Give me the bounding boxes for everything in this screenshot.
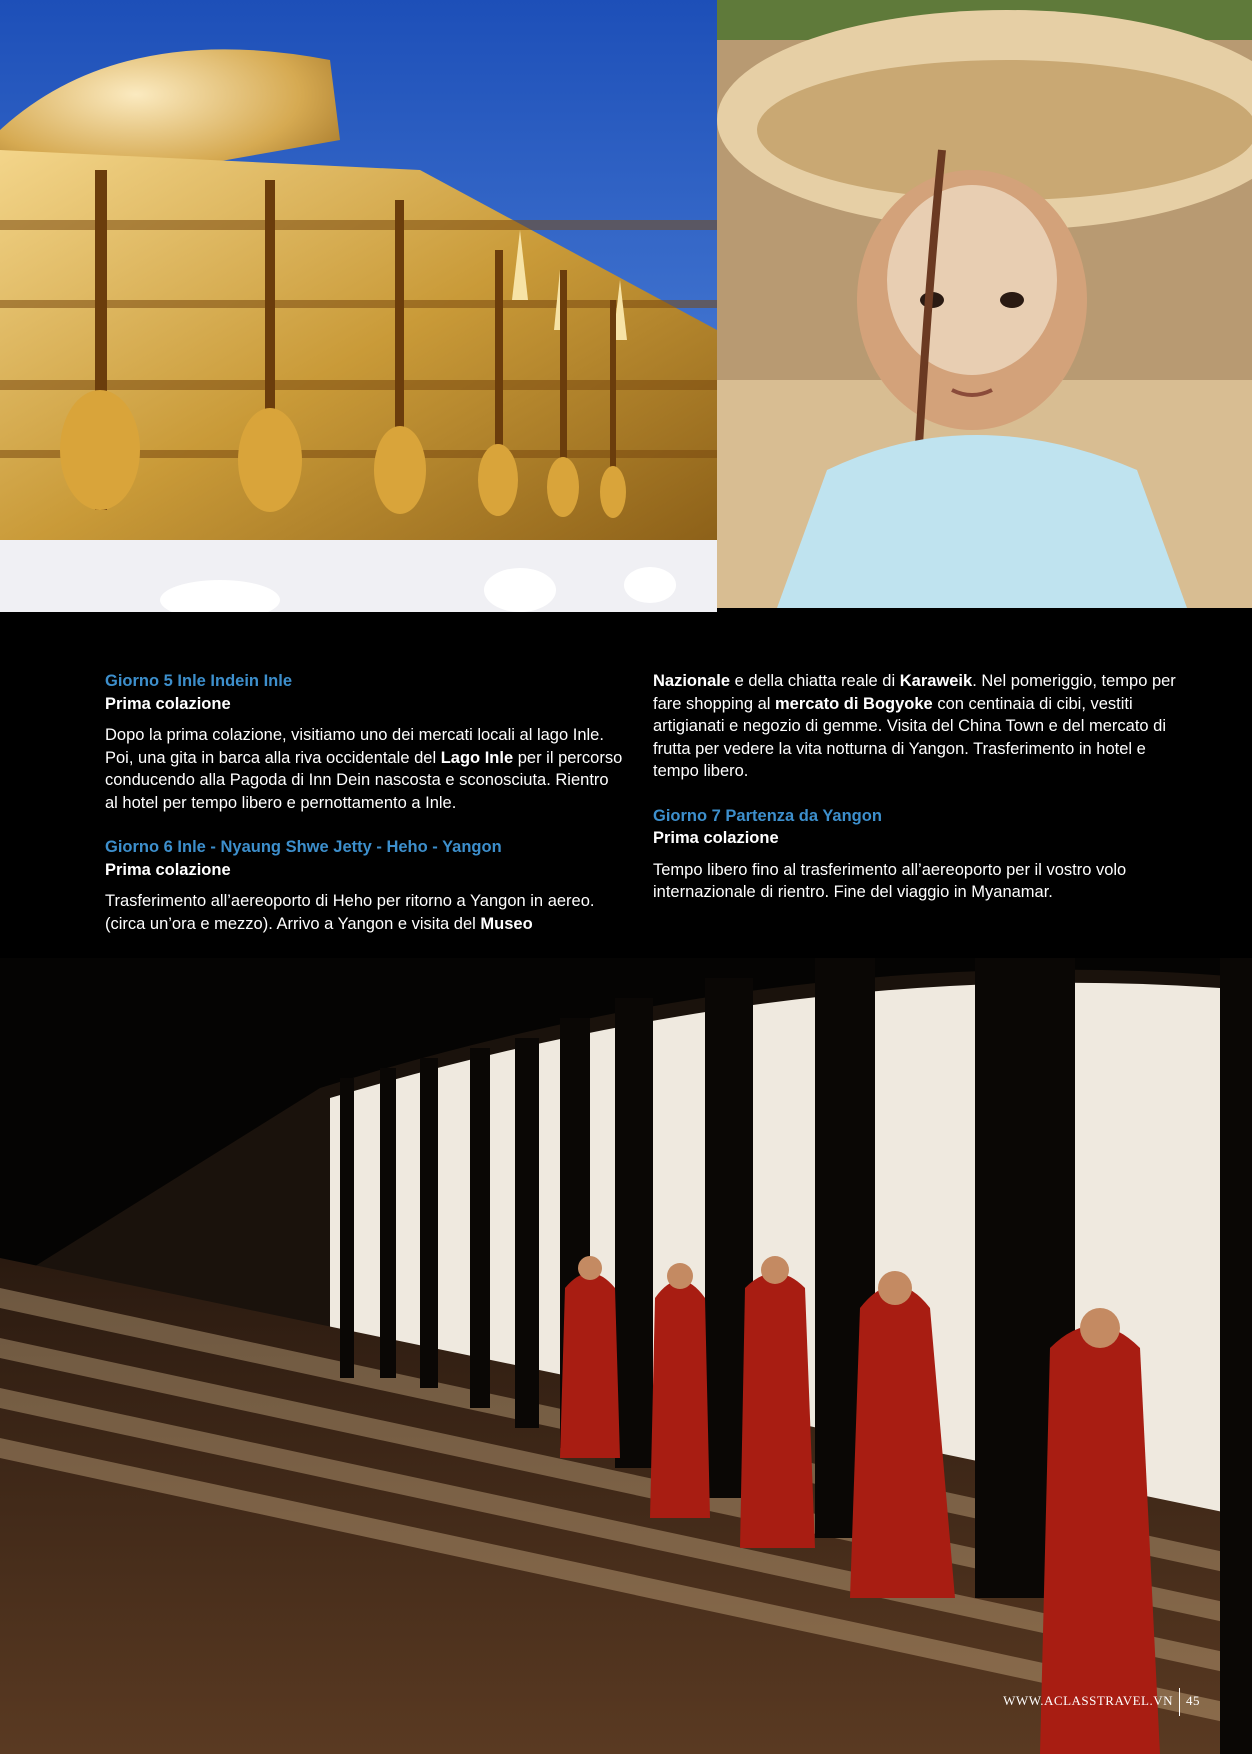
day6-text-b: e della chiatta reale di [730, 672, 900, 690]
day6-paragraph-start [105, 890, 625, 935]
karaweik-bold: Karaweik [899, 672, 973, 690]
day6-text-c: . Nel pomeriggio, tempo per fare shopping al [653, 672, 1176, 713]
monks-photo [0, 958, 1252, 1754]
day7-title: Giorno 7 Partenza da Yangon [653, 806, 882, 825]
website-link[interactable]: WWW.ACLASSTRAVEL.VN [1003, 1692, 1173, 1708]
day5-title: Giorno 5 Inle Indein Inle [105, 672, 293, 690]
monks-illustration [0, 958, 1252, 1754]
day7-paragraph: Tempo libero fino al trasferimento all’aereoporto per il vostro volo internazionale di rientro. Fine del viaggio in Myanamar. [653, 860, 1127, 901]
right-text-column [653, 670, 1183, 926]
day6-subtitle: Prima colazione [105, 860, 231, 879]
day6-paragraph-continued [653, 670, 1183, 783]
page-number: 45 [1186, 1692, 1200, 1708]
bogyoke-bold: mercato di Bogyoke [775, 694, 933, 713]
pagoda-photo [0, 0, 717, 612]
day5-text-b: per il percorso conducendo alla Pagoda di Inn Dein nascosta e sconosciuta. Rientro al hotel per tempo libero e pernottamento a Inle. [105, 748, 623, 812]
pagoda-illustration [0, 0, 717, 612]
day6-title: Giorno 6 Inle - Nyaung Shwe Jetty - Heho - Yangon [105, 838, 502, 856]
child-photo [717, 0, 1252, 608]
child-illustration [717, 0, 1252, 608]
nazionale-bold: Nazionale [653, 672, 731, 690]
day5-text-a: Dopo la prima colazione, visitiamo uno dei mercati locali al lago Inle. Poi, una gita in barca alla riva occidentale del [105, 726, 604, 767]
footer-separator [1179, 1688, 1180, 1716]
museo-bold: Museo [480, 914, 533, 933]
day5-paragraph [105, 724, 625, 814]
lago-inle-bold: Lago Inle [440, 748, 514, 767]
page-footer [1003, 1688, 1200, 1716]
day5-subtitle: Prima colazione [105, 694, 231, 713]
left-text-column [105, 670, 625, 957]
day6-text-a: Trasferimento all’aereoporto di Heho per ritorno a Yangon in aereo. (circa un’ora e mezzo). Arrivo a Yangon e visita del [105, 892, 595, 933]
day7-subtitle: Prima colazione [653, 829, 779, 847]
day6-text-d: con centinaia di cibi, vestiti artigianati e negozio di gemme. Visita del China Town e del mercato di frutta per vedere la vita notturna di Yangon. Trasferimento in hotel e tempo libero. [653, 694, 1167, 780]
